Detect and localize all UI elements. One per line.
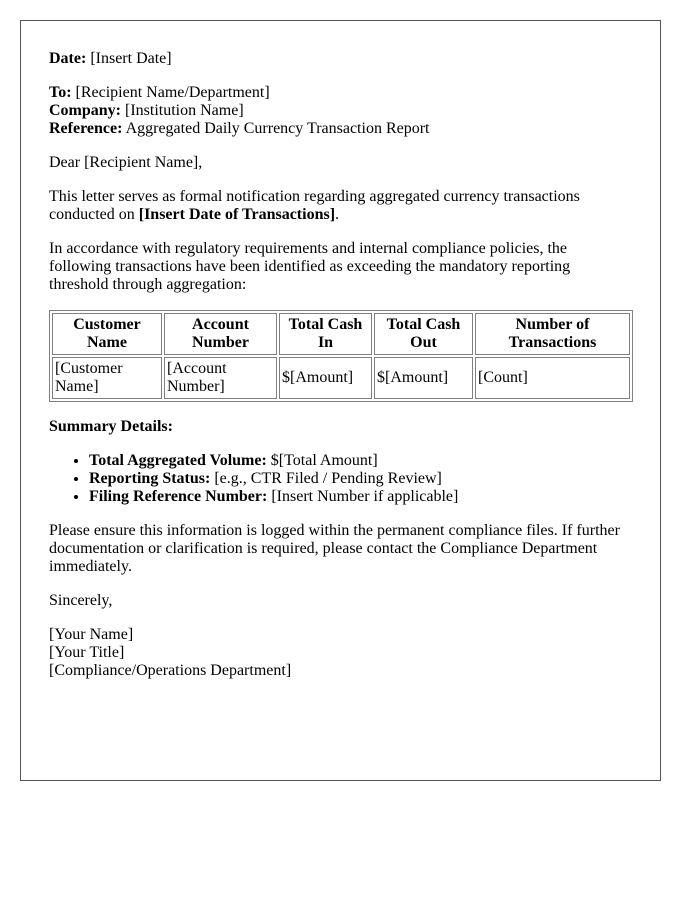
list-item — [89, 470, 632, 488]
date-value: [Insert Date] — [90, 50, 172, 67]
to-line — [49, 84, 632, 102]
reference-label: Reference: — [49, 120, 123, 137]
summary-filing-value: [Insert Number if applicable] — [271, 488, 459, 505]
table-row — [52, 357, 630, 399]
transactions-table — [49, 310, 633, 402]
company-value: [Institution Name] — [125, 102, 244, 119]
cell-account-number: [Account Number] — [164, 357, 277, 399]
reference-line — [49, 120, 632, 138]
summary-heading — [49, 418, 632, 436]
summary-status-value: [e.g., CTR Filed / Pending Review] — [214, 470, 442, 487]
date-label: Date: — [49, 50, 87, 67]
closing-paragraph: Please ensure this information is logged within the permanent compliance files. If further documentation or clarification is required, please contact the Compliance Department immediately. — [49, 522, 620, 575]
cell-customer-name: [Customer Name] — [52, 357, 162, 399]
compliance-paragraph: In accordance with regulatory requirements and internal compliance policies, the following transactions have been identified as exceeding the mandatory reporting threshold through aggregation: — [49, 240, 571, 293]
reference-value: Aggregated Daily Currency Transaction Report — [125, 120, 430, 137]
signoff: Sincerely, — [49, 592, 113, 609]
intro-transaction-date: [Insert Date of Transactions] — [138, 206, 336, 223]
header-account-number: Account Number — [164, 313, 277, 355]
signature-block — [49, 626, 632, 680]
summary-filing-label: Filing Reference Number: — [89, 488, 268, 505]
summary-status-label: Reporting Status: — [89, 470, 211, 487]
signature-name: [Your Name] — [49, 626, 134, 643]
intro-paragraph — [49, 188, 632, 224]
header-number-of-transactions: Number of Transactions — [475, 313, 630, 355]
list-item — [89, 452, 632, 470]
list-item — [89, 488, 632, 506]
salutation: Dear [Recipient Name], — [49, 154, 203, 171]
intro-end: . — [335, 206, 340, 223]
summary-list — [49, 452, 632, 506]
summary-volume-label: Total Aggregated Volume: — [89, 452, 267, 469]
signature-title: [Your Title] — [49, 644, 125, 661]
recipient-block — [49, 84, 632, 138]
header-total-cash-in: Total Cash In — [279, 313, 372, 355]
to-label: To: — [49, 84, 72, 101]
table-header-row — [52, 313, 630, 355]
cell-total-cash-out: $[Amount] — [374, 357, 473, 399]
summary-heading-text: Summary Details: — [49, 418, 173, 435]
signature-department: [Compliance/Operations Department] — [49, 662, 292, 679]
to-value: [Recipient Name/Department] — [75, 84, 270, 101]
cell-total-cash-in: $[Amount] — [279, 357, 372, 399]
header-customer-name: Customer Name — [52, 313, 162, 355]
cell-transaction-count: [Count] — [475, 357, 630, 399]
company-line — [49, 102, 632, 120]
letter-document — [20, 20, 661, 781]
intro-text: This letter serves as formal notification regarding aggregated currency transactions conducted on — [49, 188, 580, 223]
date-line — [49, 50, 632, 68]
company-label: Company: — [49, 102, 122, 119]
header-total-cash-out: Total Cash Out — [374, 313, 473, 355]
summary-volume-value: $[Total Amount] — [270, 452, 378, 469]
